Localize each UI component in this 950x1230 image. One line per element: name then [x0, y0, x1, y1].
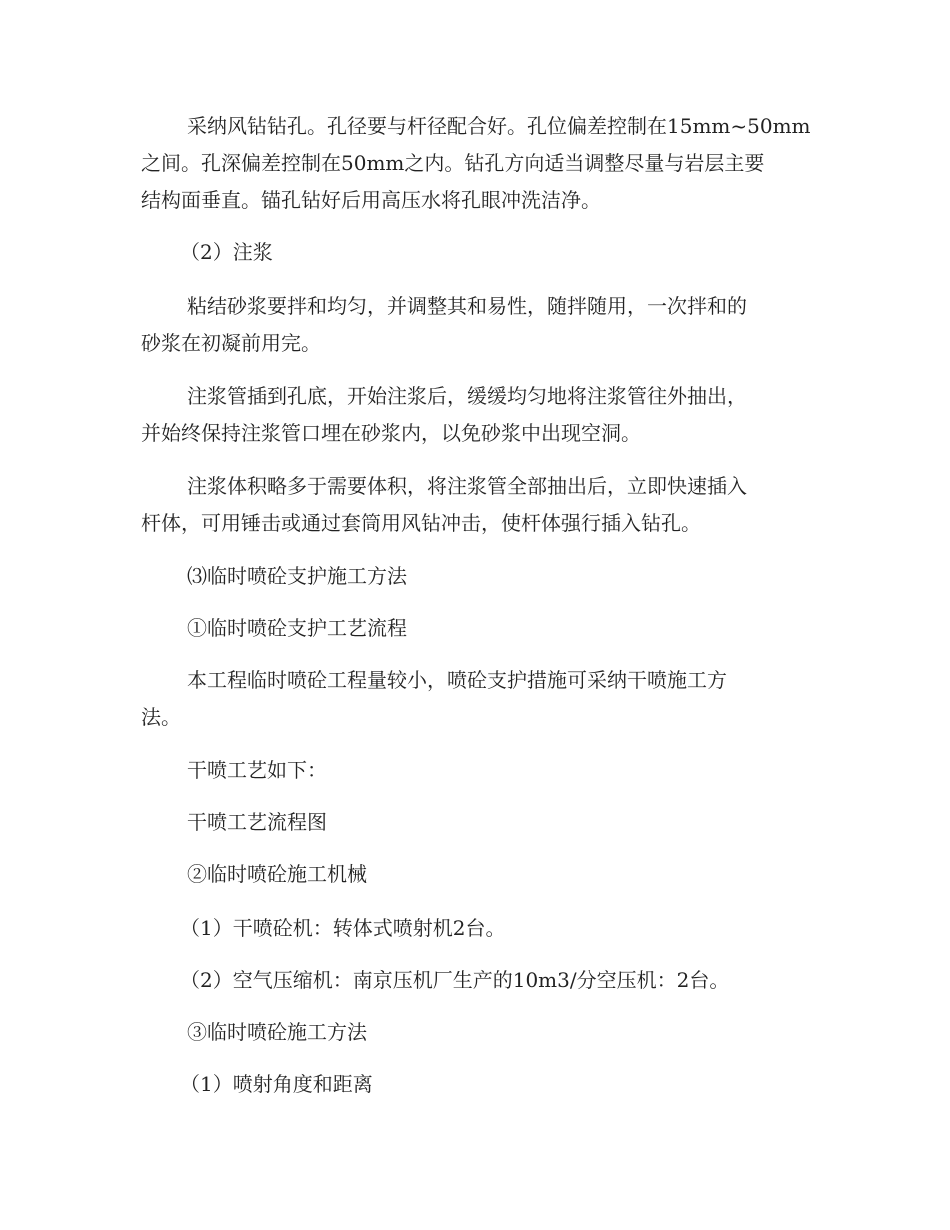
text-line: ②临时喷砼施工机械 [187, 862, 367, 886]
text-line: 粘结砂浆要拌和均匀，并调整其和易性，随拌随用，一次拌和的 [187, 294, 747, 318]
text-line: ①临时喷砼支护工艺流程 [187, 616, 407, 640]
text-line: 干喷工艺流程图 [187, 810, 327, 834]
text-line: 采纳风钻钻孔。孔径要与杆径配合好。孔位偏差控制在15mm~50mm [187, 114, 811, 138]
text-line: （1）干喷砼机：转体式喷射机2台。 [180, 916, 506, 940]
text-line: ⑶临时喷砼支护施工方法 [187, 564, 407, 588]
text-line: （2）注浆 [180, 240, 273, 264]
text-line: （1）喷射角度和距离 [180, 1072, 373, 1096]
text-line: 注浆管插到孔底，开始注浆后，缓缓均匀地将注浆管往外抽出， [187, 384, 747, 408]
text-line: 干喷工艺如下： [187, 758, 327, 782]
text-line: 杆体，可用锤击或通过套筒用风钻冲击，使杆体强行插入钻孔。 [141, 511, 701, 535]
text-line: 法。 [141, 705, 181, 729]
text-line: ③临时喷砼施工方法 [187, 1020, 367, 1044]
text-line: 结构面垂直。锚孔钻好后用高压水将孔眼冲洗洁净。 [141, 188, 601, 212]
text-line: （2）空气压缩机：南京压机厂生产的10m3/分空压机：2台。 [180, 968, 730, 992]
text-line: 本工程临时喷砼工程量较小，喷砼支护措施可采纳干喷施工方 [187, 668, 727, 692]
text-line: 之间。孔深偏差控制在50mm之内。钻孔方向适当调整尽量与岩层主要 [141, 151, 765, 175]
text-line: 砂浆在初凝前用完。 [141, 331, 321, 355]
text-line: 注浆体积略多于需要体积，将注浆管全部抽出后，立即快速插入 [187, 474, 747, 498]
text-line: 并始终保持注浆管口埋在砂浆内，以免砂浆中出现空洞。 [141, 421, 641, 445]
